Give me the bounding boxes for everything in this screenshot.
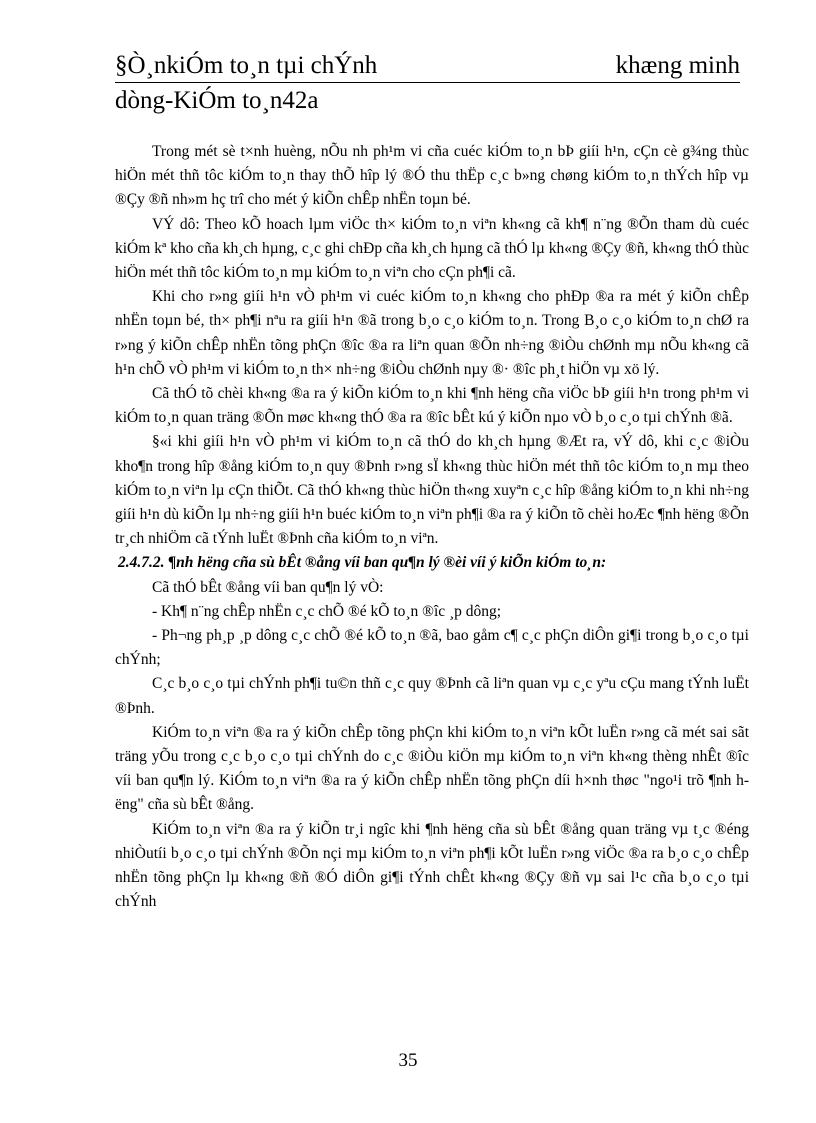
header-title-left: §Ò¸nkiÓm to¸n tµi chÝnh [115, 52, 378, 79]
paragraph: C¸c b¸o c¸o tµi chÝnh ph¶i tu©n thñ c¸c quy ®Þnh cã liªn quan vµ c¸c yªu cÇu mang tÝnh luËt ®Þnh. [115, 675, 749, 717]
header-line [115, 50, 740, 83]
page-number: 35 [398, 1050, 418, 1071]
paragraph: Cã thÓ bÊt ®ång víi ban qu¶n lý vÒ: [152, 578, 384, 596]
header-author: khæng minh [615, 52, 740, 79]
paragraph: Khi cho r»ng giíi h¹n vÒ ph¹m vi cuéc kiÓm to¸n kh«ng cho phÐp ®a ra mét ý kiÕn chÊp nhËn toµn bé, th× ph¶i nªu ra giíi h¹n ®ã trong b¸o c¸o kiÓm to¸n. Trong B¸o c¸o kiÓm to¸n chØ ra r»ng ý kiÕn chÊp nhËn tõng phÇn ®îc ®a ra liªn quan ®Õn nh÷ng ®iÒu chØnh mµ nÕu kh«ng cã h¹n chÕ vÒ ph¹m vi kiÓm to¸n th× nh÷ng ®iÒu chØnh nµy ®· ®îc ph¸t hiÖn vµ xö lý. [115, 288, 749, 378]
paragraph: KiÓm to¸n viªn ®a ra ý kiÕn tr¸i ngîc khi ¶nh hëng cña sù bÊt ®ång quan träng vµ t¸c ®éng nhiÒutíi b¸o c¸o tµi chÝnh ®Õn nçi mµ kiÓm to¸n viªn ph¶i kÕt luËn r»ng viÖc ®a ra b¸o c¸o chÊp nhËn tõng phÇn lµ kh«ng ®ñ ®Ó diÔn gi¶i tÝnh chÊt kh«ng ®Çy ®ñ vµ sai l¹c cña b¸o c¸o tµi chÝnh [115, 820, 749, 911]
paragraph: VÝ dô: Theo kÕ hoach lµm viÖc th× kiÓm to¸n viªn kh«ng cã kh¶ n¨ng ®Õn tham dù cuéc kiÓm kª kho cña kh¸ch hµng, c¸c ghi chÐp cña kh¸ch hµng cã thÓ lµ kh«ng ®Çy ®ñ, kh«ng thÓ thùc hiÖn mét thñ tôc kiÓm to¸n mµ kiÓm to¸n viªn cho cÇn ph¶i cã. [115, 215, 749, 282]
paragraph: Cã thÓ tõ chèi kh«ng ®a ra ý kiÕn kiÓm to¸n khi ¶nh hëng cña viÖc bÞ giíi h¹n trong ph¹m vi kiÓm to¸n quan träng ®Õn møc kh«ng thÓ ®a ra ®îc bÊt kú ý kiÕn nµo vÒ b¸o c¸o tµi chÝnh ®ã. [115, 385, 749, 427]
list-item: - Ph¬ng ph¸p ¸p dông c¸c chÕ ®é kÕ to¸n ®ã, bao gåm c¶ c¸c phÇn diÔn gi¶i trong b¸o c¸o tµi chÝnh; [115, 627, 749, 669]
header-subtitle: dòng-KiÓm to¸n42a [115, 87, 319, 114]
paragraph: Trong mét sè t×nh huèng, nÕu nh ph¹m vi cña cuéc kiÓm to¸n bÞ giíi h¹n, cÇn cè g¾ng thùc hiÖn mét thñ tôc kiÓm to¸n thay thÕ hîp lý ®Ó thu thËp c¸c b»ng chøng kiÓm to¸n thÝch hîp vµ ®Çy ®ñ nh»m hç trî cho mét ý kiÕn chÊp nhËn toµn bé. [115, 143, 749, 209]
section-heading: 2.4.7.2. ¶nh hëng cña sù bÊt ®ång víi ban qu¶n lý ®èi víi ý kiÕn kiÓm to¸n: [118, 554, 607, 572]
paragraph: KiÓm to¸n viªn ®a ra ý kiÕn chÊp tõng phÇn khi kiÓm to¸n viªn kÕt luËn r»ng cã mét sai sãt träng yÕu trong c¸c b¸o c¸o tµi chÝnh do c¸c ®iÒu kiÖn mµ kiÓm to¸n viªn kh«ng thèng nhÊt ®îc víi ban qu¶n lý. KiÓm to¸n viªn ®a ra ý kiÕn chÊp nhËn tõng phÇn díi h×nh thøc "ngo¹i trõ ¶nh hëng" cña sù bÊt ®ång. [115, 723, 749, 814]
paragraph: §«i khi giíi h¹n vÒ ph¹m vi kiÓm to¸n cã thÓ do kh¸ch hµng ®Æt ra, vÝ dô, khi c¸c ®iÒu kho¶n trong hîp ®ång kiÓm to¸n quy ®Þnh r»ng sÏ kh«ng thùc hiÖn mét thñ tôc kiÓm to¸n mµ theo kiÓm to¸n viªn lµ cÇn thiÕt. Cã thÓ kh«ng thùc hiÖn th«ng xuyªn c¸c hîp ®ång kiÓm to¸n khi nh÷ng giíi h¹n dù kiÕn lµ nh÷ng giíi h¹n buéc kiÓm to¸n viªn ph¶i ®a ra ý kiÕn tõ chèi hoÆc ¶nh hëng ®Õn tr¸ch nhiÖm cã tÝnh luËt ®Þnh cña kiÓm to¸n viªn. [115, 433, 749, 548]
list-item: - Kh¶ n¨ng chÊp nhËn c¸c chÕ ®é kÕ to¸n ®îc ¸p dông; [152, 602, 502, 620]
body-text [115, 140, 749, 915]
page-header [115, 50, 740, 117]
